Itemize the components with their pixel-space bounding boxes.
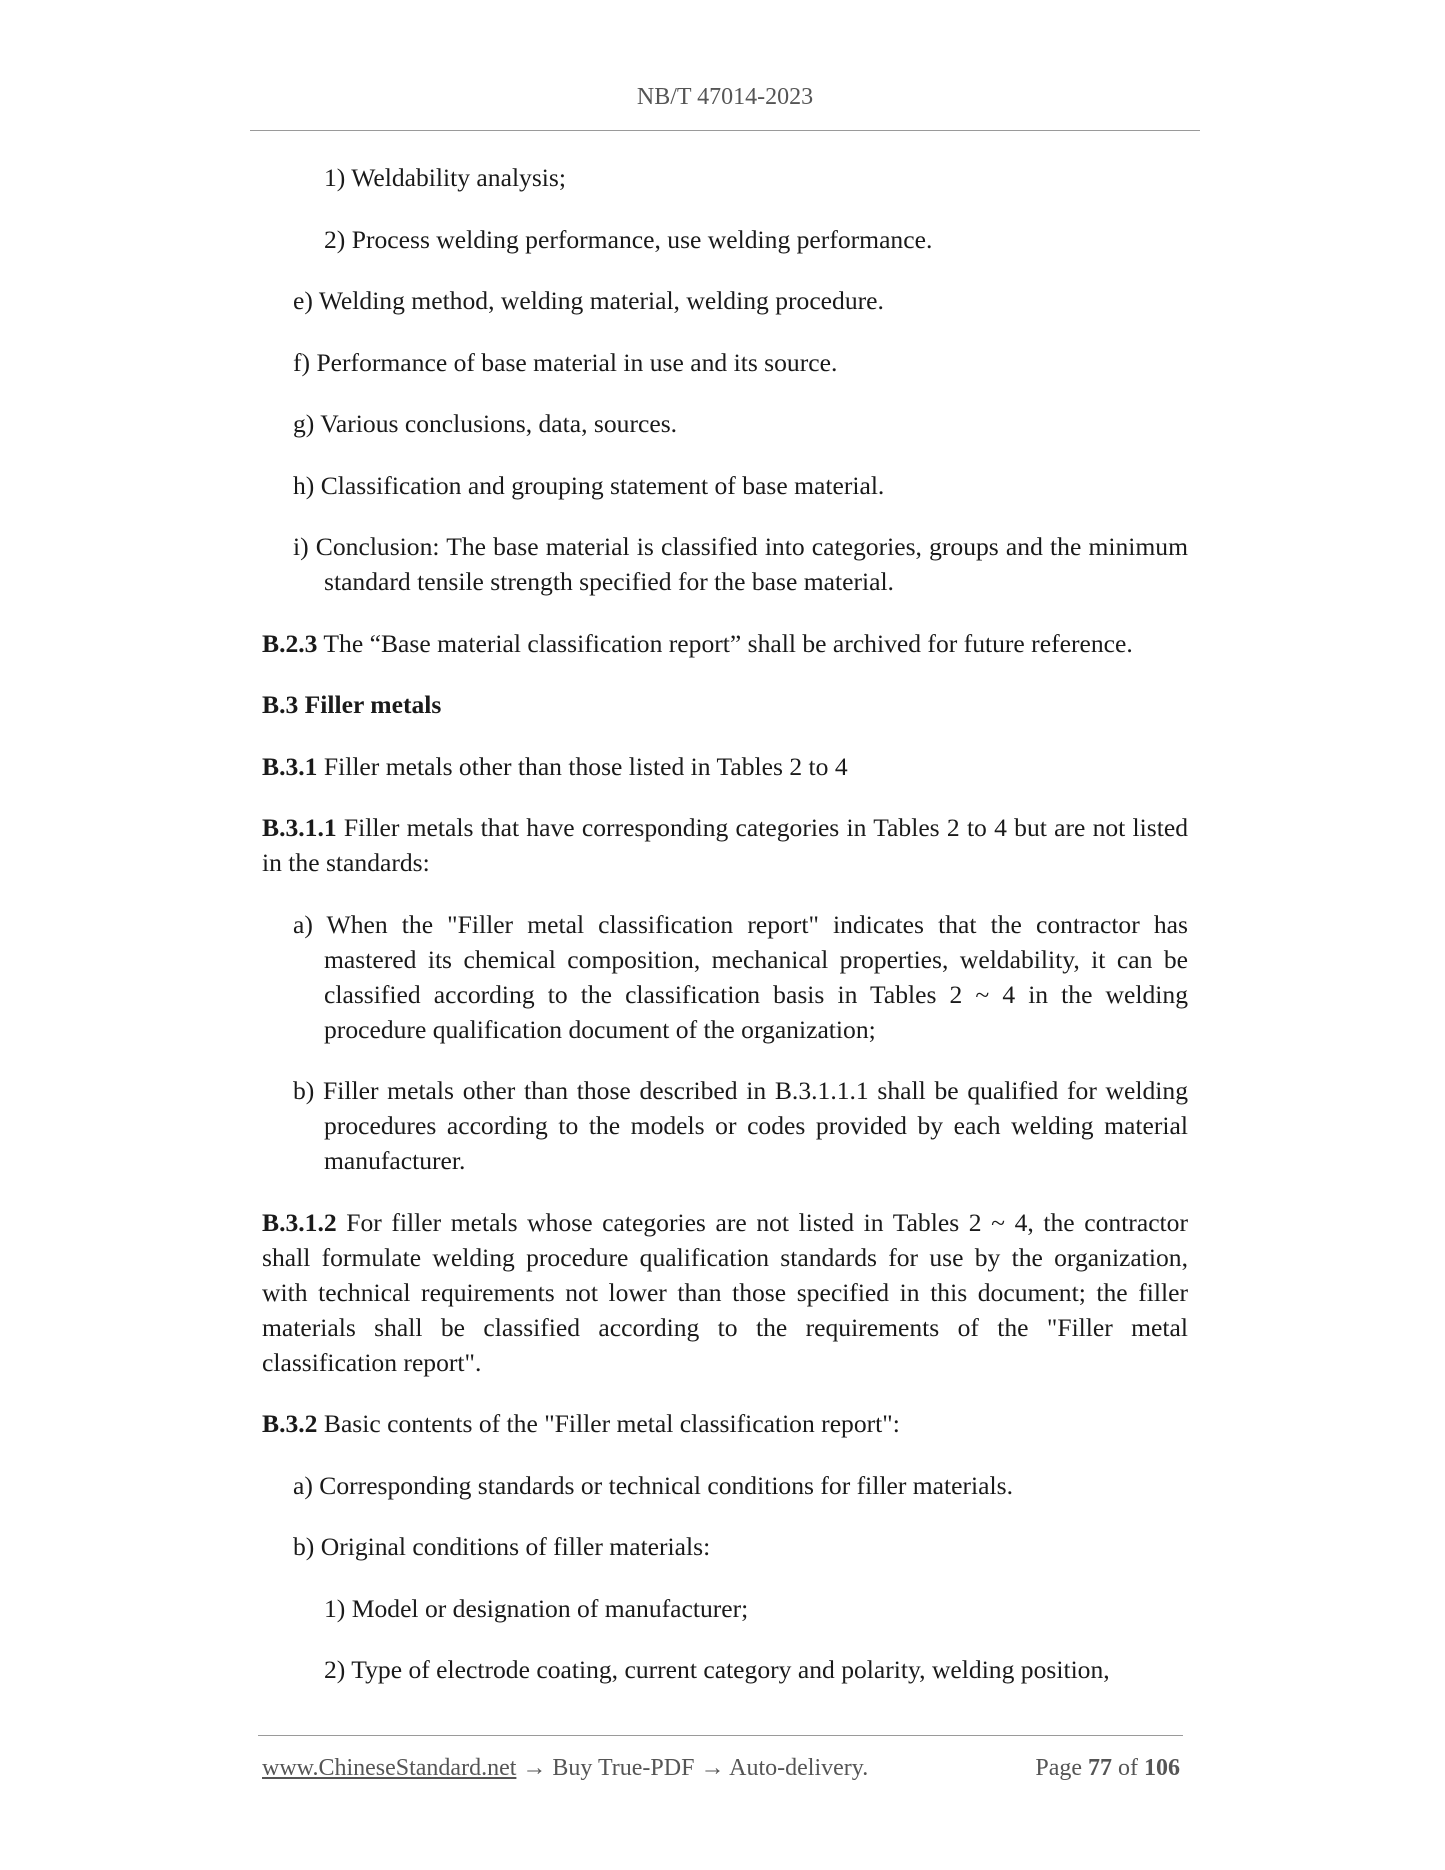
list-item: b) Filler metals other than those described in B.3.1.1.1 shall be qualified for welding procedures according to the models or codes provided by each welding material manufacturer. <box>293 1076 1188 1175</box>
section-title: B.3 Filler metals <box>262 690 442 719</box>
clause-b-3-1-1 <box>262 810 1188 880</box>
list-item: g) Various conclusions, data, sources. <box>293 409 678 438</box>
clause-text: Filler metals that have corresponding categories in Tables 2 to 4 but are not listed in the standards: <box>262 813 1188 877</box>
page-number: 77 <box>1088 1755 1112 1781</box>
clause-b-2-3 <box>262 626 1188 661</box>
footer-promo <box>262 1750 868 1786</box>
clause-number: B.3.1 <box>262 751 318 781</box>
list-item: 1) Model or designation of manufacturer; <box>324 1593 749 1623</box>
clause-b-3-1 <box>262 749 1188 784</box>
page-label: Page <box>1035 1755 1088 1781</box>
clause-number: B.3.1.2 <box>262 1207 337 1237</box>
list-item: e) Welding method, welding material, welding procedure. <box>293 286 884 315</box>
clause-number: B.3.2 <box>262 1409 318 1438</box>
list-item: i) Conclusion: The base material is classified into categories, groups and the minimum standard tensile strength specified for the base material. <box>293 532 1188 596</box>
of-label: of <box>1112 1755 1144 1781</box>
clause-number: B.3.1.1 <box>262 813 337 842</box>
list-item: 2) Type of electrode coating, current category and polarity, welding position, <box>324 1655 1110 1684</box>
section-heading <box>262 687 1188 722</box>
clause-b-3-2 <box>262 1406 1188 1441</box>
buy-text: → Buy True-PDF <box>516 1755 701 1781</box>
page-indicator <box>1035 1750 1180 1786</box>
list-item: a) When the "Filler metal classification report" indicates that the contractor has mastered its chemical composition, mechanical properties, weldability, it can be classified according to the classification basis in Tables 2 ~ 4 in the welding procedure qualification document of the organization; <box>293 909 1188 1044</box>
clause-text: For filler metals whose categories are not listed in Tables 2 ~ 4, the contractor shall formulate welding procedure qualification standards for use by the organization, with technical requirements not lower than those specified in this document; the filler materials shall be classified according to the requirements of the "Filler metal classification report". <box>262 1207 1188 1377</box>
header-divider <box>250 130 1200 131</box>
footer-divider <box>258 1735 1183 1736</box>
list-item: 1) Weldability analysis; <box>324 163 566 192</box>
total-pages: 106 <box>1144 1755 1180 1781</box>
clause-text: The “Base material classification report” shall be archived for future reference. <box>317 628 1133 658</box>
clause-b-3-1-2 <box>262 1205 1188 1380</box>
page-header: NB/T 47014-2023 <box>636 84 814 110</box>
list-item: a) Corresponding standards or technical conditions for filler materials. <box>293 1470 1013 1500</box>
site-link[interactable]: www.ChineseStandard.net <box>262 1755 517 1781</box>
list-item: 2) Process welding performance, use welding performance. <box>324 224 933 254</box>
list-item: b) Original conditions of filler materials: <box>293 1532 711 1561</box>
document-body <box>262 160 1188 1714</box>
delivery-text: → Auto-delivery. <box>700 1755 869 1781</box>
list-item: h) Classification and grouping statement of base material. <box>293 470 885 500</box>
clause-number: B.2.3 <box>262 628 318 658</box>
clause-text: Filler metals other than those listed in Tables 2 to 4 <box>317 751 848 781</box>
list-item: f) Performance of base material in use and its source. <box>293 347 838 377</box>
clause-text: Basic contents of the "Filler metal classification report": <box>317 1409 900 1438</box>
